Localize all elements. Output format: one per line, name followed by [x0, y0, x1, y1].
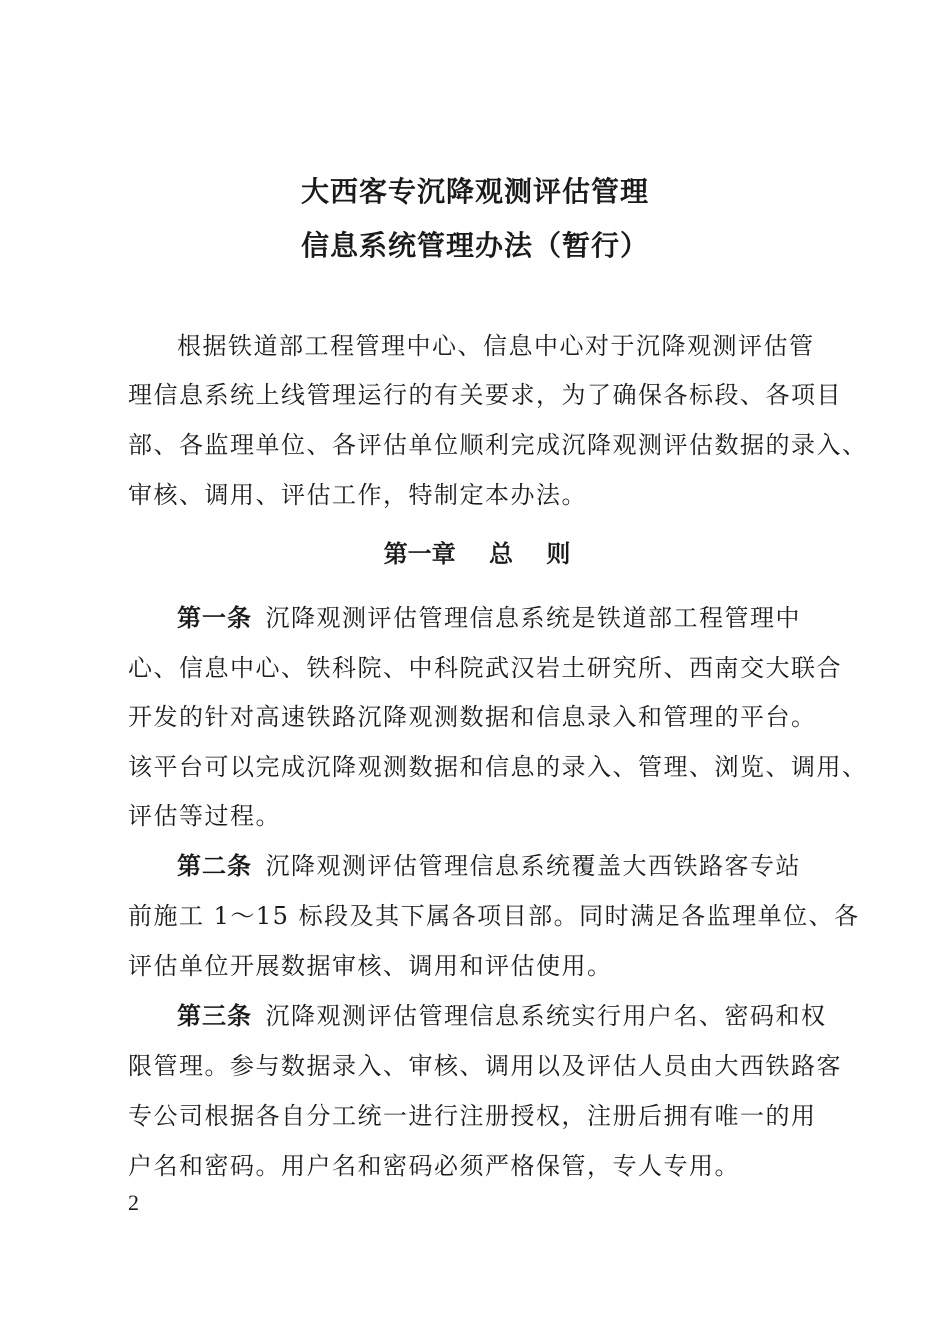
article-text: 沉降观测评估管理信息系统实行用户名、密码和权 [265, 1002, 827, 1030]
article-label: 第二条 [177, 852, 252, 880]
article-line: 心、信息中心、铁科院、中科院武汉岩土研究所、西南交大联合 [128, 654, 842, 682]
article-line: 该平台可以完成沉降观测数据和信息的录入、管理、浏览、调用、 [128, 753, 868, 781]
article-line: 评估单位开展数据审核、调用和评估使用。 [128, 952, 613, 980]
article-text: 沉降观测评估管理信息系统覆盖大西铁路客专站 [265, 852, 801, 880]
article-line: 评估等过程。 [128, 802, 281, 830]
intro-line: 理信息系统上线管理运行的有关要求，为了确保各标段、各项目 [128, 381, 842, 409]
article-label: 第三条 [177, 1002, 252, 1030]
article-first-line [177, 849, 877, 883]
document-title-line-1: 大西客专沉降观测评估管理 [300, 175, 649, 208]
page-number: 2 [128, 1190, 139, 1215]
intro-line: 审核、调用、评估工作，特制定本办法。 [128, 481, 587, 509]
article-line: 专公司根据各自分工统一进行注册授权，注册后拥有唯一的用 [128, 1102, 817, 1130]
article-line: 限管理。参与数据录入、审核、调用以及评估人员由大西铁路客 [128, 1052, 842, 1080]
article-first-line [177, 601, 877, 635]
article-line: 户名和密码。用户名和密码必须严格保管，专人专用。 [128, 1152, 740, 1180]
intro-line: 根据铁道部工程管理中心、信息中心对于沉降观测评估管 [177, 332, 815, 360]
article-line: 前施工 1～15 标段及其下属各项目部。同时满足各监理单位、各 [128, 902, 860, 930]
document-title-line-2: 信息系统管理办法（暂行） [300, 229, 649, 262]
intro-line: 部、各监理单位、各评估单位顺利完成沉降观测评估数据的录入、 [128, 431, 868, 459]
chapter-heading: 第一章 总 则 [383, 540, 571, 568]
article-first-line [177, 999, 877, 1033]
article-line: 开发的针对高速铁路沉降观测数据和信息录入和管理的平台。 [128, 703, 817, 731]
article-label: 第一条 [177, 604, 252, 632]
article-text: 沉降观测评估管理信息系统是铁道部工程管理中 [265, 604, 801, 632]
